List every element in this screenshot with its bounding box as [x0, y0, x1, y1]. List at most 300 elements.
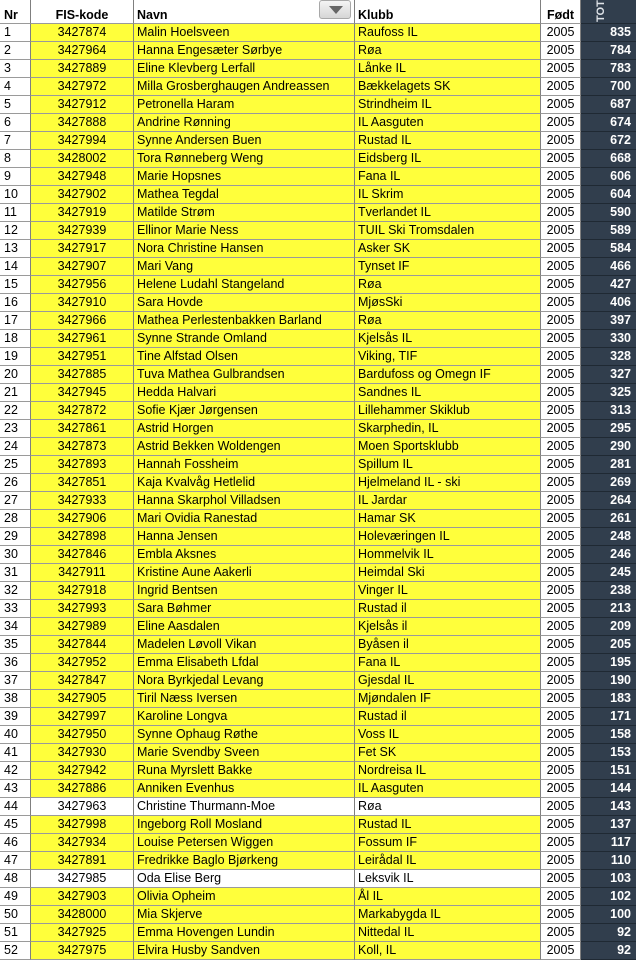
cell-klubb[interactable]: TUIL Ski Tromsdalen	[355, 222, 541, 240]
cell-fodt[interactable]: 2005	[541, 330, 581, 348]
cell-nr[interactable]: 38	[0, 690, 31, 708]
cell-navn[interactable]: Marie Hopsnes	[134, 168, 355, 186]
cell-navn[interactable]: Tora Rønneberg Weng	[134, 150, 355, 168]
cell-klubb[interactable]: Heimdal Ski	[355, 564, 541, 582]
cell-fis-kode[interactable]: 3427989	[31, 618, 134, 636]
cell-navn[interactable]: Fredrikke Baglo Bjørkeng	[134, 852, 355, 870]
cell-nr[interactable]: 52	[0, 942, 31, 960]
cell-tot[interactable]: 171	[581, 708, 636, 726]
cell-tot[interactable]: 295	[581, 420, 636, 438]
cell-nr[interactable]: 18	[0, 330, 31, 348]
cell-klubb[interactable]: Lillehammer Skiklub	[355, 402, 541, 420]
cell-fodt[interactable]: 2005	[541, 348, 581, 366]
cell-fodt[interactable]: 2005	[541, 618, 581, 636]
header-klubb[interactable]: Klubb	[355, 0, 541, 24]
cell-fodt[interactable]: 2005	[541, 888, 581, 906]
cell-navn[interactable]: Mari Vang	[134, 258, 355, 276]
cell-navn[interactable]: Emma Hovengen Lundin	[134, 924, 355, 942]
cell-nr[interactable]: 19	[0, 348, 31, 366]
cell-klubb[interactable]: Røa	[355, 276, 541, 294]
cell-fodt[interactable]: 2005	[541, 96, 581, 114]
cell-tot[interactable]: 290	[581, 438, 636, 456]
cell-fis-kode[interactable]: 3427907	[31, 258, 134, 276]
cell-navn[interactable]: Mia Skjerve	[134, 906, 355, 924]
cell-fis-kode[interactable]: 3427917	[31, 240, 134, 258]
cell-fis-kode[interactable]: 3427874	[31, 24, 134, 42]
cell-klubb[interactable]: Mjøndalen IF	[355, 690, 541, 708]
cell-tot[interactable]: 248	[581, 528, 636, 546]
cell-fis-kode[interactable]: 3427948	[31, 168, 134, 186]
cell-fodt[interactable]: 2005	[541, 852, 581, 870]
cell-nr[interactable]: 6	[0, 114, 31, 132]
cell-klubb[interactable]: Vinger IL	[355, 582, 541, 600]
cell-tot[interactable]: 783	[581, 60, 636, 78]
cell-navn[interactable]: Nora Christine Hansen	[134, 240, 355, 258]
cell-nr[interactable]: 24	[0, 438, 31, 456]
cell-tot[interactable]: 590	[581, 204, 636, 222]
cell-nr[interactable]: 45	[0, 816, 31, 834]
cell-navn[interactable]: Embla Aksnes	[134, 546, 355, 564]
cell-nr[interactable]: 8	[0, 150, 31, 168]
cell-fodt[interactable]: 2005	[541, 402, 581, 420]
cell-nr[interactable]: 26	[0, 474, 31, 492]
cell-fodt[interactable]: 2005	[541, 294, 581, 312]
cell-klubb[interactable]: Raufoss IL	[355, 24, 541, 42]
cell-tot[interactable]: 784	[581, 42, 636, 60]
cell-nr[interactable]: 32	[0, 582, 31, 600]
cell-klubb[interactable]: Hjelmeland IL - ski	[355, 474, 541, 492]
cell-klubb[interactable]: Spillum IL	[355, 456, 541, 474]
cell-tot[interactable]: 209	[581, 618, 636, 636]
cell-klubb[interactable]: Fana IL	[355, 654, 541, 672]
cell-klubb[interactable]: Hamar SK	[355, 510, 541, 528]
cell-fis-kode[interactable]: 3427966	[31, 312, 134, 330]
cell-fis-kode[interactable]: 3427963	[31, 798, 134, 816]
cell-tot[interactable]: 137	[581, 816, 636, 834]
cell-klubb[interactable]: Eidsberg IL	[355, 150, 541, 168]
cell-nr[interactable]: 33	[0, 600, 31, 618]
cell-nr[interactable]: 44	[0, 798, 31, 816]
cell-nr[interactable]: 15	[0, 276, 31, 294]
cell-fis-kode[interactable]: 3427975	[31, 942, 134, 960]
header-navn[interactable]	[134, 0, 355, 24]
cell-klubb[interactable]: Tynset IF	[355, 258, 541, 276]
cell-tot[interactable]: 117	[581, 834, 636, 852]
cell-nr[interactable]: 41	[0, 744, 31, 762]
cell-navn[interactable]: Hanna Engesæter Sørbye	[134, 42, 355, 60]
cell-tot[interactable]: 183	[581, 690, 636, 708]
cell-tot[interactable]: 264	[581, 492, 636, 510]
cell-tot[interactable]: 92	[581, 924, 636, 942]
cell-klubb[interactable]: Nittedal IL	[355, 924, 541, 942]
cell-navn[interactable]: Christine Thurmann-Moe	[134, 798, 355, 816]
cell-nr[interactable]: 37	[0, 672, 31, 690]
cell-fodt[interactable]: 2005	[541, 942, 581, 960]
cell-navn[interactable]: Hanna Skarphol Villadsen	[134, 492, 355, 510]
cell-fis-kode[interactable]: 3427939	[31, 222, 134, 240]
cell-tot[interactable]: 672	[581, 132, 636, 150]
cell-fis-kode[interactable]: 3427945	[31, 384, 134, 402]
cell-nr[interactable]: 34	[0, 618, 31, 636]
cell-fis-kode[interactable]: 3427934	[31, 834, 134, 852]
cell-navn[interactable]: Milla Grosberghaugen Andreassen	[134, 78, 355, 96]
cell-tot[interactable]: 327	[581, 366, 636, 384]
cell-klubb[interactable]: Hommelvik IL	[355, 546, 541, 564]
cell-navn[interactable]: Louise Petersen Wiggen	[134, 834, 355, 852]
cell-fodt[interactable]: 2005	[541, 708, 581, 726]
cell-tot[interactable]: 92	[581, 942, 636, 960]
cell-tot[interactable]: 261	[581, 510, 636, 528]
cell-fodt[interactable]: 2005	[541, 456, 581, 474]
cell-nr[interactable]: 12	[0, 222, 31, 240]
cell-nr[interactable]: 27	[0, 492, 31, 510]
cell-nr[interactable]: 13	[0, 240, 31, 258]
cell-fis-kode[interactable]: 3427998	[31, 816, 134, 834]
cell-navn[interactable]: Eline Aasdalen	[134, 618, 355, 636]
cell-nr[interactable]: 30	[0, 546, 31, 564]
header-fodt[interactable]: Født	[541, 0, 581, 24]
cell-fodt[interactable]: 2005	[541, 168, 581, 186]
cell-nr[interactable]: 7	[0, 132, 31, 150]
cell-fis-kode[interactable]: 3427952	[31, 654, 134, 672]
cell-navn[interactable]: Matilde Strøm	[134, 204, 355, 222]
cell-fis-kode[interactable]: 3427903	[31, 888, 134, 906]
cell-tot[interactable]: 238	[581, 582, 636, 600]
cell-fodt[interactable]: 2005	[541, 204, 581, 222]
cell-tot[interactable]: 589	[581, 222, 636, 240]
cell-fodt[interactable]: 2005	[541, 438, 581, 456]
cell-tot[interactable]: 325	[581, 384, 636, 402]
cell-fis-kode[interactable]: 3427888	[31, 114, 134, 132]
cell-navn[interactable]: Tuva Mathea Gulbrandsen	[134, 366, 355, 384]
cell-nr[interactable]: 43	[0, 780, 31, 798]
cell-fodt[interactable]: 2005	[541, 420, 581, 438]
cell-navn[interactable]: Sara Bøhmer	[134, 600, 355, 618]
cell-nr[interactable]: 49	[0, 888, 31, 906]
cell-klubb[interactable]: Lånke IL	[355, 60, 541, 78]
cell-navn[interactable]: Tiril Næss Iversen	[134, 690, 355, 708]
cell-klubb[interactable]: IL Aasguten	[355, 780, 541, 798]
cell-navn[interactable]: Kaja Kvalvåg Hetlelid	[134, 474, 355, 492]
cell-fodt[interactable]: 2005	[541, 60, 581, 78]
cell-tot[interactable]: 195	[581, 654, 636, 672]
cell-tot[interactable]: 700	[581, 78, 636, 96]
cell-klubb[interactable]: Viking, TIF	[355, 348, 541, 366]
cell-navn[interactable]: Nora Byrkjedal Levang	[134, 672, 355, 690]
cell-nr[interactable]: 29	[0, 528, 31, 546]
cell-fis-kode[interactable]: 3427872	[31, 402, 134, 420]
cell-navn[interactable]: Olivia Opheim	[134, 888, 355, 906]
cell-nr[interactable]: 42	[0, 762, 31, 780]
cell-fodt[interactable]: 2005	[541, 240, 581, 258]
cell-fis-kode[interactable]: 3427902	[31, 186, 134, 204]
cell-fodt[interactable]: 2005	[541, 906, 581, 924]
cell-klubb[interactable]: Rustad il	[355, 600, 541, 618]
cell-tot[interactable]: 190	[581, 672, 636, 690]
cell-klubb[interactable]: Holeværingen IL	[355, 528, 541, 546]
cell-fis-kode[interactable]: 3427993	[31, 600, 134, 618]
cell-fis-kode[interactable]: 3427930	[31, 744, 134, 762]
cell-fodt[interactable]: 2005	[541, 258, 581, 276]
cell-fis-kode[interactable]: 3427985	[31, 870, 134, 888]
cell-fis-kode[interactable]: 3427861	[31, 420, 134, 438]
cell-fis-kode[interactable]: 3427889	[31, 60, 134, 78]
cell-klubb[interactable]: Fana IL	[355, 168, 541, 186]
cell-nr[interactable]: 14	[0, 258, 31, 276]
cell-navn[interactable]: Madelen Løvoll Vikan	[134, 636, 355, 654]
cell-tot[interactable]: 151	[581, 762, 636, 780]
cell-klubb[interactable]: Bækkelagets SK	[355, 78, 541, 96]
cell-tot[interactable]: 584	[581, 240, 636, 258]
cell-klubb[interactable]: Rustad IL	[355, 132, 541, 150]
cell-nr[interactable]: 36	[0, 654, 31, 672]
cell-nr[interactable]: 35	[0, 636, 31, 654]
cell-tot[interactable]: 213	[581, 600, 636, 618]
cell-fodt[interactable]: 2005	[541, 582, 581, 600]
cell-klubb[interactable]: MjøsSki	[355, 294, 541, 312]
cell-fodt[interactable]: 2005	[541, 474, 581, 492]
cell-tot[interactable]: 100	[581, 906, 636, 924]
cell-klubb[interactable]: Tverlandet IL	[355, 204, 541, 222]
cell-fis-kode[interactable]: 3427851	[31, 474, 134, 492]
cell-fis-kode[interactable]: 3427912	[31, 96, 134, 114]
cell-navn[interactable]: Sofie Kjær Jørgensen	[134, 402, 355, 420]
cell-klubb[interactable]: Skarphedin, IL	[355, 420, 541, 438]
cell-tot[interactable]: 281	[581, 456, 636, 474]
cell-nr[interactable]: 48	[0, 870, 31, 888]
cell-nr[interactable]: 2	[0, 42, 31, 60]
cell-fodt[interactable]: 2005	[541, 492, 581, 510]
cell-navn[interactable]: Synne Strande Omland	[134, 330, 355, 348]
cell-klubb[interactable]: Koll, IL	[355, 942, 541, 960]
cell-fis-kode[interactable]: 3427844	[31, 636, 134, 654]
cell-nr[interactable]: 3	[0, 60, 31, 78]
cell-fodt[interactable]: 2005	[541, 42, 581, 60]
cell-klubb[interactable]: Moen Sportsklubb	[355, 438, 541, 456]
cell-fis-kode[interactable]: 3427910	[31, 294, 134, 312]
cell-navn[interactable]: Andrine Rønning	[134, 114, 355, 132]
cell-klubb[interactable]: Voss IL	[355, 726, 541, 744]
cell-tot[interactable]: 143	[581, 798, 636, 816]
cell-klubb[interactable]: Kjelsås il	[355, 618, 541, 636]
cell-nr[interactable]: 39	[0, 708, 31, 726]
cell-navn[interactable]: Mari Ovidia Ranestad	[134, 510, 355, 528]
cell-nr[interactable]: 51	[0, 924, 31, 942]
cell-fis-kode[interactable]: 3427891	[31, 852, 134, 870]
cell-tot[interactable]: 406	[581, 294, 636, 312]
cell-fis-kode[interactable]: 3427885	[31, 366, 134, 384]
cell-nr[interactable]: 50	[0, 906, 31, 924]
cell-klubb[interactable]: Røa	[355, 42, 541, 60]
cell-fodt[interactable]: 2005	[541, 816, 581, 834]
cell-tot[interactable]: 313	[581, 402, 636, 420]
cell-klubb[interactable]: Sandnes IL	[355, 384, 541, 402]
cell-fis-kode[interactable]: 3427905	[31, 690, 134, 708]
cell-klubb[interactable]: Leksvik IL	[355, 870, 541, 888]
cell-fis-kode[interactable]: 3427898	[31, 528, 134, 546]
cell-tot[interactable]: 102	[581, 888, 636, 906]
cell-nr[interactable]: 5	[0, 96, 31, 114]
cell-navn[interactable]: Hannah Fossheim	[134, 456, 355, 474]
cell-fodt[interactable]: 2005	[541, 222, 581, 240]
cell-tot[interactable]: 606	[581, 168, 636, 186]
cell-fis-kode[interactable]: 3427956	[31, 276, 134, 294]
cell-nr[interactable]: 31	[0, 564, 31, 582]
cell-tot[interactable]: 110	[581, 852, 636, 870]
cell-fodt[interactable]: 2005	[541, 744, 581, 762]
cell-navn[interactable]: Emma Elisabeth Lfdal	[134, 654, 355, 672]
cell-klubb[interactable]: Fossum IF	[355, 834, 541, 852]
cell-fis-kode[interactable]: 3427847	[31, 672, 134, 690]
cell-nr[interactable]: 22	[0, 402, 31, 420]
cell-tot[interactable]: 835	[581, 24, 636, 42]
cell-fis-kode[interactable]: 3427925	[31, 924, 134, 942]
cell-navn[interactable]: Sara Hovde	[134, 294, 355, 312]
cell-tot[interactable]: 330	[581, 330, 636, 348]
cell-navn[interactable]: Hedda Halvari	[134, 384, 355, 402]
cell-nr[interactable]: 9	[0, 168, 31, 186]
cell-nr[interactable]: 4	[0, 78, 31, 96]
cell-navn[interactable]: Tine Alfstad Olsen	[134, 348, 355, 366]
cell-fodt[interactable]: 2005	[541, 726, 581, 744]
cell-fodt[interactable]: 2005	[541, 78, 581, 96]
cell-fodt[interactable]: 2005	[541, 690, 581, 708]
cell-fodt[interactable]: 2005	[541, 384, 581, 402]
cell-tot[interactable]: 205	[581, 636, 636, 654]
cell-fodt[interactable]: 2005	[541, 780, 581, 798]
cell-navn[interactable]: Eline Klevberg Lerfall	[134, 60, 355, 78]
cell-tot[interactable]: 153	[581, 744, 636, 762]
cell-fodt[interactable]: 2005	[541, 510, 581, 528]
cell-navn[interactable]: Anniken Evenhus	[134, 780, 355, 798]
cell-navn[interactable]: Astrid Horgen	[134, 420, 355, 438]
cell-fodt[interactable]: 2005	[541, 870, 581, 888]
cell-fodt[interactable]: 2005	[541, 564, 581, 582]
cell-fis-kode[interactable]: 3427886	[31, 780, 134, 798]
cell-fodt[interactable]: 2005	[541, 600, 581, 618]
cell-fis-kode[interactable]: 3427950	[31, 726, 134, 744]
cell-navn[interactable]: Synne Ophaug Røthe	[134, 726, 355, 744]
cell-klubb[interactable]: Asker SK	[355, 240, 541, 258]
cell-fodt[interactable]: 2005	[541, 366, 581, 384]
cell-fodt[interactable]: 2005	[541, 276, 581, 294]
cell-tot[interactable]: 246	[581, 546, 636, 564]
cell-klubb[interactable]: Røa	[355, 798, 541, 816]
cell-klubb[interactable]: Strindheim IL	[355, 96, 541, 114]
cell-navn[interactable]: Kristine Aune Aakerli	[134, 564, 355, 582]
cell-fis-kode[interactable]: 3427964	[31, 42, 134, 60]
cell-tot[interactable]: 427	[581, 276, 636, 294]
cell-navn[interactable]: Astrid Bekken Woldengen	[134, 438, 355, 456]
cell-tot[interactable]: 245	[581, 564, 636, 582]
cell-nr[interactable]: 21	[0, 384, 31, 402]
cell-tot[interactable]: 674	[581, 114, 636, 132]
cell-fodt[interactable]: 2005	[541, 312, 581, 330]
cell-tot[interactable]: 466	[581, 258, 636, 276]
cell-nr[interactable]: 20	[0, 366, 31, 384]
cell-tot[interactable]: 103	[581, 870, 636, 888]
cell-klubb[interactable]: Rustad IL	[355, 816, 541, 834]
cell-tot[interactable]: 668	[581, 150, 636, 168]
cell-navn[interactable]: Helene Ludahl Stangeland	[134, 276, 355, 294]
header-nr[interactable]: Nr	[0, 0, 31, 24]
cell-navn[interactable]: Malin Hoelsveen	[134, 24, 355, 42]
cell-navn[interactable]: Ingrid Bentsen	[134, 582, 355, 600]
cell-tot[interactable]: 687	[581, 96, 636, 114]
cell-navn[interactable]: Synne Andersen Buen	[134, 132, 355, 150]
cell-tot[interactable]: 144	[581, 780, 636, 798]
cell-fis-kode[interactable]: 3427994	[31, 132, 134, 150]
header-tot[interactable]	[581, 0, 636, 24]
cell-fis-kode[interactable]: 3428000	[31, 906, 134, 924]
cell-fis-kode[interactable]: 3427972	[31, 78, 134, 96]
cell-fis-kode[interactable]: 3427893	[31, 456, 134, 474]
cell-klubb[interactable]: Byåsen il	[355, 636, 541, 654]
cell-fodt[interactable]: 2005	[541, 24, 581, 42]
cell-navn[interactable]: Hanna Jensen	[134, 528, 355, 546]
cell-nr[interactable]: 25	[0, 456, 31, 474]
cell-fodt[interactable]: 2005	[541, 132, 581, 150]
cell-nr[interactable]: 16	[0, 294, 31, 312]
cell-fis-kode[interactable]: 3427873	[31, 438, 134, 456]
cell-tot[interactable]: 269	[581, 474, 636, 492]
cell-navn[interactable]: Runa Myrslett Bakke	[134, 762, 355, 780]
cell-fis-kode[interactable]: 3427942	[31, 762, 134, 780]
cell-fodt[interactable]: 2005	[541, 654, 581, 672]
cell-fis-kode[interactable]: 3428002	[31, 150, 134, 168]
cell-fodt[interactable]: 2005	[541, 186, 581, 204]
cell-fis-kode[interactable]: 3427846	[31, 546, 134, 564]
cell-nr[interactable]: 17	[0, 312, 31, 330]
cell-nr[interactable]: 1	[0, 24, 31, 42]
cell-klubb[interactable]: Røa	[355, 312, 541, 330]
cell-fis-kode[interactable]: 3427918	[31, 582, 134, 600]
cell-nr[interactable]: 11	[0, 204, 31, 222]
cell-nr[interactable]: 47	[0, 852, 31, 870]
cell-navn[interactable]: Marie Svendby Sveen	[134, 744, 355, 762]
cell-klubb[interactable]: Bardufoss og Omegn IF	[355, 366, 541, 384]
cell-klubb[interactable]: Gjesdal IL	[355, 672, 541, 690]
cell-fodt[interactable]: 2005	[541, 150, 581, 168]
cell-navn[interactable]: Mathea Tegdal	[134, 186, 355, 204]
cell-nr[interactable]: 46	[0, 834, 31, 852]
cell-fodt[interactable]: 2005	[541, 636, 581, 654]
cell-navn[interactable]: Mathea Perlestenbakken Barland	[134, 312, 355, 330]
cell-fis-kode[interactable]: 3427997	[31, 708, 134, 726]
cell-tot[interactable]: 397	[581, 312, 636, 330]
cell-fodt[interactable]: 2005	[541, 528, 581, 546]
cell-fodt[interactable]: 2005	[541, 798, 581, 816]
cell-klubb[interactable]: Kjelsås IL	[355, 330, 541, 348]
cell-fis-kode[interactable]: 3427919	[31, 204, 134, 222]
cell-navn[interactable]: Ingeborg Roll Mosland	[134, 816, 355, 834]
cell-klubb[interactable]: Rustad il	[355, 708, 541, 726]
cell-klubb[interactable]: IL Skrim	[355, 186, 541, 204]
cell-klubb[interactable]: IL Jardar	[355, 492, 541, 510]
cell-nr[interactable]: 10	[0, 186, 31, 204]
cell-klubb[interactable]: IL Aasguten	[355, 114, 541, 132]
cell-nr[interactable]: 23	[0, 420, 31, 438]
cell-fis-kode[interactable]: 3427961	[31, 330, 134, 348]
cell-fodt[interactable]: 2005	[541, 924, 581, 942]
cell-klubb[interactable]: Markabygda IL	[355, 906, 541, 924]
cell-tot[interactable]: 328	[581, 348, 636, 366]
cell-fis-kode[interactable]: 3427951	[31, 348, 134, 366]
cell-navn[interactable]: Elvira Husby Sandven	[134, 942, 355, 960]
cell-fis-kode[interactable]: 3427933	[31, 492, 134, 510]
cell-fis-kode[interactable]: 3427906	[31, 510, 134, 528]
cell-klubb[interactable]: Nordreisa IL	[355, 762, 541, 780]
